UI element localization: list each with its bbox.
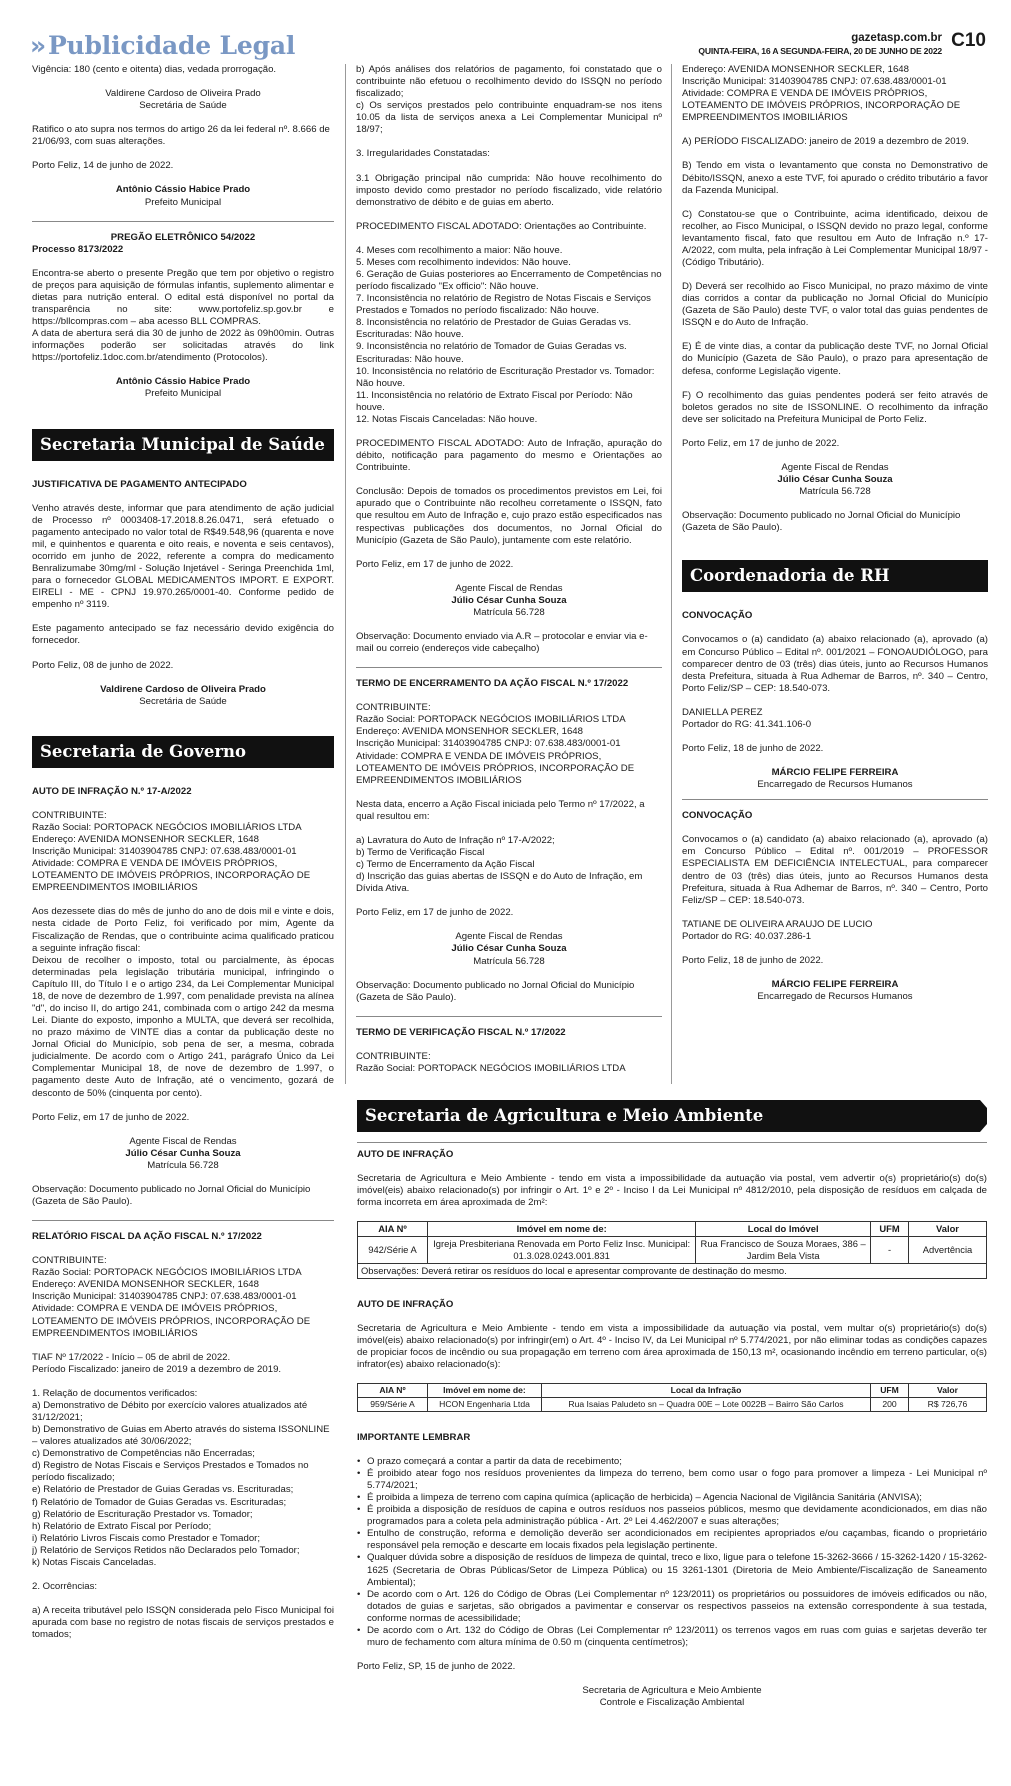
section-band-agricultura: Secretaria de Agricultura e Meio Ambiente <box>357 1100 980 1132</box>
list-item: i) Relatório Livros Fiscais como Prestador e Tomador; <box>32 1532 261 1544</box>
list-item: 9. Inconsistência no relatório de Tomador de Guias Geradas vs. Escrituradas: Não houve. <box>356 341 627 365</box>
termo-verificacao-title: TERMO DE VERIFICAÇÃO FISCAL N.º 17/2022 <box>356 1026 566 1038</box>
tvf-d: D) Deverá ser recolhido ao Fisco Municipal, no prazo máximo de vinte dias corridos a contar da publicação no Jornal Oficial do Município (Gazeta de São Paulo) deste TVF, o valor total das guias pendentes de ISSQN e do Auto de Infração. <box>682 281 988 329</box>
list-item: 12. Notas Fiscais Canceladas: Não houve. <box>356 413 538 425</box>
candidate-block: TATIANE DE OLIVEIRA ARAUJO DE LUCIO Portador do RG: 40.037.286-1 <box>682 918 873 942</box>
lembrar-list <box>357 1456 987 1649</box>
procedimento-text: PROCEDIMENTO FISCAL ADOTADO: Orientações ao Contribuinte. <box>356 220 647 232</box>
irregularidades-list <box>356 245 662 426</box>
lembrar-title: IMPORTANTE LEMBRAR <box>357 1431 471 1443</box>
signature: Agente Fiscal de Rendas Júlio César Cunha Souza Matrícula 56.728 <box>451 931 567 967</box>
list-item: b) Termo de Verificação Fiscal <box>356 846 485 858</box>
pregao-text: Encontra-se aberto o presente Pregão que tem por objetivo o registro de preços para aquisição de fórmulas infantis, suplemento alimentar e dietas para nutrição enteral. O edital está disponível no portal da transparência no site: www.portofeliz.sp.gov.br e https://bllcompras.com – aba acesso BLL COMPRAS. <box>32 267 334 328</box>
list-item: 8. Inconsistência no relatório de Prestador de Guias Geradas vs. Escrituradas: Não houve. <box>356 317 632 341</box>
double-chevron-icon: » <box>30 31 46 60</box>
list-item: g) Relatório de Escrituração Prestador vs. Tomador; <box>32 1508 253 1520</box>
signature: Valdirene Cardoso de Oliveira Prado Secretária de Saúde <box>105 88 261 112</box>
table-header-row: AIA Nº Imóvel em nome de: Local da Infração UFM Valor <box>358 1384 987 1398</box>
contribuinte-block: CONTRIBUINTE: Razão Social: PORTOPACK NEGÓCIOS IMOBILIÁRIOS LTDA Endereço: AVENIDA MONSENHOR SECKLER, 1648 Inscrição Municipal: 31403904785 CNPJ: 07.638.483/0001-01 Atividade: COMPRA E VENDA DE IMÓVEIS PRÓPRIOS, LOTEAMENTO DE IMÓVEIS PRÓPRIOS, INCORPORAÇÃO DE EMPREENDIMENTOS IMOBILIÁRIOS <box>32 809 311 894</box>
date-text: Porto Feliz, em 17 de junho de 2022. <box>32 1111 190 1123</box>
ratifico-text: Ratifico o ato supra nos termos do artigo 26 da lei federal nº. 8.666 de 21/06/93, com suas alterações. <box>32 124 330 148</box>
auto-infracao-title: AUTO DE INFRAÇÃO <box>357 1298 454 1310</box>
list-item: 5. Meses com recolhimento indevidos: Não houve. <box>356 256 571 268</box>
section-band-rh: Coordenadoria de RH <box>682 560 988 592</box>
list-item: e) Relatório de Prestador de Guias Geradas vs. Escrituradas; <box>32 1484 294 1496</box>
ocorrencias-a: a) A receita tributável pelo ISSQN considerada pelo Fisco Municipal foi apurada com base no registro de notas fiscais de serviços prestados e tomados; <box>32 1605 334 1641</box>
convocacao-title: CONVOCAÇÃO <box>682 810 753 822</box>
observacao-text: Observação: Documento enviado via A.R – protocolar e enviar via e-mail ou correio (endereços vide cabeçalho) <box>356 630 648 655</box>
signature: Secretaria de Agricultura e Meio Ambiente Controle e Fiscalização Ambiental <box>582 1685 762 1709</box>
table-row: 959/Série A HCON Engenharia Ltda Rua Isaias Paludeto sn – Quadra 00E – Lote 0022B – Bairro São Carlos 200 R$ 726,76 <box>358 1397 987 1411</box>
contribuinte-block: CONTRIBUINTE: Razão Social: PORTOPACK NEGÓCIOS IMOBILIÁRIOS LTDA <box>356 1050 626 1074</box>
termo-list <box>356 835 662 895</box>
auto-infracao-title: AUTO DE INFRAÇÃO <box>357 1149 454 1160</box>
list-item: h) Relatório de Extrato Fiscal por Período; <box>32 1520 212 1532</box>
termo-encerramento-title: TERMO DE ENCERRAMENTO DA AÇÃO FISCAL N.º 17/2022 <box>356 678 629 690</box>
list-item: • De acordo com o Art. 126 do Código de Obras (Lei Complementar nº 123/2011) os proprietários ou possuidores de imóveis edificados ou não, dotados de guias e sarjetas, são obrigados a pavimentar e conservar os respectivos passeios na extensão correspondente à sua testada, conforme normas de acessibilidade; <box>357 1589 987 1625</box>
list-item: 6. Geração de Guias posteriores ao Encerramento de Competências no período fiscalizado "Ex officio": Não houve. <box>356 269 662 293</box>
pregao-title: PREGÃO ELETRÔNICO 54/2022 <box>110 231 256 243</box>
list-item: 4. Meses com recolhimento a maior: Não houve. <box>356 244 563 256</box>
agricultura-section <box>357 1100 987 1721</box>
signature: Agente Fiscal de Rendas Júlio César Cunha Souza Matrícula 56.728 <box>777 461 893 498</box>
divider <box>32 221 334 222</box>
convocacao-title: CONVOCAÇÃO <box>682 610 753 622</box>
procedimento-text-2: PROCEDIMENTO FISCAL ADOTADO: Auto de Infração, apuração do débito, notificação para pagamento do mesmo e Orientações ao Contribuinte. <box>356 438 662 474</box>
irregularidade-31: 3.1 Obrigação principal não cumprida: Não houve recolhimento do imposto devido como prestador no período fiscalizado, vide relatório demonstrativo de débito e de guias em aberto. <box>356 172 662 208</box>
column-divider <box>671 64 672 1084</box>
pregao-process: Processo 8173/2022 <box>32 243 124 255</box>
date-text: Porto Feliz, em 17 de junho de 2022. <box>356 558 514 570</box>
list-item: • É proibida a limpeza de terreno com capina química (aplicação de herbicida) – Agencia Nacional de Vigilância Sanitária (ANVISA); <box>357 1492 987 1504</box>
ocorrencias-c: c) Os serviços prestados pelo contribuinte enquadram-se nos itens 10.05 da lista de serviços anexa a Lei Complementar Municipal nº 18/97; <box>356 100 662 136</box>
date-text: Porto Feliz, 08 de junho de 2022. <box>32 659 174 671</box>
pregao-text-2: A data de abertura será dia 30 de junho de 2022 às 09h00min. Outras informações poderão ser solicitadas através do link https://portofeliz.1doc.com.br/atendimento (Protocolos). <box>32 328 334 364</box>
date-text: Porto Feliz, 14 de junho de 2022. <box>32 160 174 172</box>
list-item: a) Demonstrativo de Débito por exercício valores atualizados até 31/12/2021; <box>32 1399 308 1424</box>
list-item: 7. Inconsistência no relatório de Registro de Notas Fiscais e Serviços Prestados e Tomados no período fiscalizado: Não houve. <box>356 293 651 317</box>
auto-title: AUTO DE INFRAÇÃO N.º 17-A/2022 <box>32 785 192 797</box>
date-text: Porto Feliz, em 17 de junho de 2022. <box>356 907 514 919</box>
list-item: c) Termo de Encerramento da Ação Fiscal <box>356 859 535 871</box>
list-item: • De acordo com o Art. 132 do Código de Obras (Lei Complementar nº 123/2011) os terrenos vagos em ruas com guias e sarjetas deverão ter muro de fechamento com altura mínima de 0.50 m (cinquenta centímetros); <box>357 1625 987 1649</box>
relatorio-title: RELATÓRIO FISCAL DA AÇÃO FISCAL N.º 17/2022 <box>32 1231 262 1243</box>
table-row: Observações: Deverá retirar os resíduos do local e apresentar comprovante de destinação do mesmo. <box>358 1263 987 1278</box>
column-divider <box>345 64 346 1084</box>
divider <box>357 1142 987 1143</box>
divider <box>682 799 988 800</box>
list-item: 10. Inconsistência no relatório de Escrituração Prestador vs. Tomador: Não houve. <box>356 365 655 389</box>
list-item: • É proibida a disposição de resíduos de capina e outros resíduos nos passeios públicos, mesmo que devidamente acondicionados, em dias não programados para a coleta pela administração pública - Art. 2º Lei 4.462/2007 e suas alterações; <box>357 1504 987 1528</box>
list-item: f) Relatório de Tomador de Guias Geradas vs. Escrituradas; <box>32 1496 287 1508</box>
ocorrencias-label: 2. Ocorrências: <box>32 1581 98 1593</box>
section-band-saude: Secretaria Municipal de Saúde <box>32 429 334 461</box>
auto-infracao-text-2: Secretaria de Agricultura e Meio Ambiente - tendo em vista a impossibilidade da autuação via postal, vem multar o(s) proprietário(s) do(s) imóvel(eis) abaixo relacionado(s) por infringir(em) o Art. 4º - Inciso IV, da Lei Municipal nº 5.774/2021, por não eliminar todas as condições capazes de propiciar focos de incêndio ou sua propagação em terreno com área aproximada de 150,13 m², ocasionando incêndio em terreno particular, o(s) infrator(es) abaixo relacionado(s): <box>357 1322 987 1370</box>
column-1 <box>32 64 334 1653</box>
list-item: • Qualquer dúvida sobre a disposição de resíduos de limpeza de quintal, treco e lixo, ligue para o telefone 15-3262-3666 / 15-3262-1420 / 15-3262-1625 (Secretaria de Obras Públicas/Setor de Limpeza Pública) ou 15 3261-1301 (Diretoria de Meio Ambiente/Fiscalização de Saneamento Ambiental); <box>357 1552 987 1588</box>
tvf-c: C) Constatou-se que o Contribuinte, acima identificado, deixou de recolher, ao Fisco Municipal, o ISSQN devido no prazo legal, conforme levantamento fiscal, fato que resultou em Auto de Infração n.º 17-A/2022, com multa, pela infração à Lei Complementar Municipal 18/97 - (Código Tributário). <box>682 208 988 269</box>
list-item: • O prazo começará a contar a partir da data de recebimento; <box>357 1456 987 1468</box>
signature: Agente Fiscal de Rendas Júlio César Cunha Souza Matrícula 56.728 <box>125 1135 241 1171</box>
tvf-f: F) O recolhimento das guias pendentes poderá ser feito através de boletos gerados no site de ISSONLINE. O recolhimento da infração deve ser solicitado na Prefeitura Municipal de Porto Feliz. <box>682 389 988 425</box>
infracao-table-1 <box>357 1221 987 1278</box>
section-title: »Publicidade Legal <box>30 31 296 60</box>
table-row: 942/Série A Igreja Presbiteriana Renovada em Porto Feliz Insc. Municipal: 01.3.028.0243.001.831 Rua Francisco de Souza Moraes, 386 – Jardim Bela Vista - Advertência <box>358 1237 987 1264</box>
list-item: • É proibido atear fogo nos resíduos provenientes da limpeza do terreno, bem como usar o fogo para promover a limpeza - Lei Municipal nº 5.774/2021; <box>357 1468 987 1492</box>
list-item: b) Demonstrativo de Guias em Aberto através do sistema ISSONLINE – valores atualizados até 30/06/2022; <box>32 1424 330 1448</box>
signature: Antônio Cássio Habice Prado Prefeito Municipal <box>115 376 251 400</box>
divider <box>356 1016 662 1017</box>
section-band-governo: Secretaria de Governo <box>32 736 334 768</box>
list-item: 1. Relação de documentos verificados: <box>32 1387 198 1399</box>
termo-text: Nesta data, encerro a Ação Fiscal iniciada pelo Termo nº 17/2022, a qual resultou em: <box>356 798 645 822</box>
contribuinte-block: Endereço: AVENIDA MONSENHOR SECKLER, 1648 Inscrição Municipal: 31403904785 CNPJ: 07.638.483/0001-01 Atividade: COMPRA E VENDA DE IMÓVEIS PRÓPRIOS, LOTEAMENTO DE IMÓVEIS PRÓPRIOS, INCORPORAÇÃO DE EMPREENDIMENTOS IMOBILIÁRIOS <box>682 64 961 124</box>
convocacao-text: Convocamos o (a) candidato (a) abaixo relacionado (a), aprovado (a) em Concurso Público – Edital nº. 001/2021 – FONOAUDIÓLOGO, para comparecer dentro de 03 (três) dias úteis, junto ao Recursos Humanos desta Prefeitura, situada à Rua Adhemar de Barros, nº. 340 – Centro, Porto Feliz/SP – CEP: 18.540-073. <box>682 634 988 694</box>
convocacao-text-2: Convocamos o (a) candidato (a) abaixo relacionado (a), aprovado (a) em Concurso Público – Edital nº. 001/2019 – PROFESSOR ESPECIALISTA EM DEFICIÊNCIA INTELECTUAL, para comparecer dentro de 03 (três) dias úteis, junto ao Recursos Humanos desta Prefeitura, situada à Rua Adhemar de Barros, nº. 340 – Centro, Porto Feliz/SP – CEP: 18.540-073. <box>682 834 988 906</box>
tvf-e: E) É de vinte dias, a contar da publicação deste TVF, no Jornal Oficial do Município (Gazeta de São Paulo), o prazo para apresentação de defesa, conforme Legislação vigente. <box>682 341 988 377</box>
list-item: k) Notas Fiscais Canceladas. <box>32 1556 157 1568</box>
candidate-block: DANIELLA PEREZ Portador do RG: 41.341.106-0 <box>682 706 812 730</box>
observacao-text: Observação: Documento publicado no Jornal Oficial do Município (Gazeta de São Paulo). <box>32 1183 311 1207</box>
signature: MÁRCIO FELIPE FERREIRA Encarregado de Recursos Humanos <box>757 978 913 1003</box>
observacao-text: Observação: Documento publicado no Jornal Oficial do Município (Gazeta de São Paulo). <box>356 979 635 1003</box>
signature: Antônio Cássio Habice Prado Prefeito Municipal <box>115 184 251 208</box>
list-item: • Entulho de construção, reforma e demolição deverão ser acondicionados em recipientes apropriados e/ou caçambas, ficando o proprietário responsável pela remoção e descarte em locais fixados pela legislação pertinente. <box>357 1528 987 1552</box>
list-item: d) Registro de Notas Fiscais e Serviços Prestados e Tomados no período fiscalizado; <box>32 1460 309 1484</box>
table-header-row: AIA Nº Imóvel em nome de: Local do Imóvel UFM Valor <box>358 1222 987 1237</box>
auto-text-2: Deixou de recolher o imposto, total ou parcialmente, às épocas determinadas pela legislação tributária municipal, infringindo o Capítulo III, do Título I e o artigo 234, da Lei Complementar Municipal 18, de nove de dezembro de 1.997, com penalidade prevista na alínea "d", do inciso II, do artigo 241, combinada com o artigo 242 da mesma Lei. Diante do exposto, imponho a MULTA, que deverá ser recolhida, no prazo máximo de VINTE dias a contar da publicação deste no Jornal Oficial do Município, sob pena de ser, a mesma, cobrada judicialmente. De acordo com o Artigo 241, parágrafo Único da Lei Complementar Municipal 18, de nove de dezembro de 1.997, o pagamento deste Auto de Infração, até o vencimento, gozará de desconto de 50% (cinquenta por cento). <box>32 954 334 1099</box>
tiaf-block: TIAF Nº 17/2022 - Início – 05 de abril de 2022. Período Fiscalizado: janeiro de 2019 a dezembro de 2019. <box>32 1351 282 1375</box>
site-url: gazetasp.com.br <box>851 32 942 44</box>
justificativa-text-2: Este pagamento antecipado se faz necessário devido exigência do fornecedor. <box>32 623 334 647</box>
date-line: QUINTA-FEIRA, 16 A SEGUNDA-FEIRA, 20 DE JUNHO DE 2022 <box>698 46 942 56</box>
date-text: Porto Feliz, 18 de junho de 2022. <box>682 954 824 966</box>
column-3 <box>682 64 988 1015</box>
relatorio-list <box>32 1388 334 1569</box>
infracao-table-2 <box>357 1383 987 1412</box>
list-item: 11. Inconsistência no relatório de Extrato Fiscal por Período: Não houve. <box>356 389 633 413</box>
irregularidades-label: 3. Irregularidades Constatadas: <box>356 148 490 160</box>
justificativa-title: JUSTIFICATIVA DE PAGAMENTO ANTECIPADO <box>32 478 247 490</box>
date-text: Porto Feliz, SP, 15 de junho de 2022. <box>357 1661 516 1673</box>
column-2 <box>356 64 662 1075</box>
observacao-text: Observação: Documento publicado no Jornal Oficial do Município (Gazeta de São Paulo). <box>682 510 961 534</box>
tvf-a: A) PERÍODO FISCALIZADO: janeiro de 2019 a dezembro de 2019. <box>682 136 969 148</box>
page-header <box>30 24 986 64</box>
date-text: Porto Feliz, em 17 de junho de 2022. <box>682 437 840 449</box>
auto-infracao-text: Secretaria de Agricultura e Meio Ambiente - tendo em vista a impossibilidade da autuação via postal, vem advertir o(s) proprietário(s) do(s) imóvel(eis) abaixo relacionado(s) por infringir o Art. 1º e 2º - Inciso I da Lei Municipal nº 4812/2010, pela disposição de resíduos em calçada de forma incorreta em área aproximada de 2m²: <box>357 1173 987 1209</box>
vigencia-text: Vigência: 180 (cento e oitenta) dias, vedada prorrogação. <box>32 64 277 75</box>
divider <box>32 1220 334 1221</box>
list-item: j) Relatório de Serviços Retidos não Declarados pelo Tomador; <box>32 1544 300 1556</box>
date-text: Porto Feliz, 18 de junho de 2022. <box>682 742 824 754</box>
page-number: C10 <box>951 30 986 51</box>
signature: Valdirene Cardoso de Oliveira Prado Secretária de Saúde <box>100 683 266 707</box>
contribuinte-block: CONTRIBUINTE: Razão Social: PORTOPACK NEGÓCIOS IMOBILIÁRIOS LTDA Endereço: AVENIDA MONSENHOR SECKLER, 1648 Inscrição Municipal: 31403904785 CNPJ: 07.638.483/0001-01 Atividade: COMPRA E VENDA DE IMÓVEIS PRÓPRIOS, LOTEAMENTO DE IMÓVEIS PRÓPRIOS, INCORPORAÇÃO DE EMPREENDIMENTOS IMOBILIÁRIOS <box>356 702 635 786</box>
divider <box>356 667 662 668</box>
justificativa-text: Venho através deste, informar que para atendimento de ação judicial de Processo nº 0003408-17.2018.8.26.0471, será efetuado o pagamento antecipado no valor total de R$49.548,96 (quarenta e nove mil, e quinhentos e quarenta e oito reais, e noventa e seis centavos), ocorrido em junho de 2022, referente a compra do medicamento Benralizumabe 30mg/ml - Solução Injetável - Seringa Preenchida 1ml, para o fornecedor GLOBAL MEDICAMENTOS IMPORT. E EXPORT. EIRELI - ME - CPNJ 19.970.265/0001-40. Conforme pedido de empenho nº 3119. <box>32 502 334 611</box>
tvf-b: B) Tendo em vista o levantamento que consta no Demonstrativo de Débito/ISSQN, anexo a este TVF, foi apurado o crédito tributário a favor da Fazenda Municipal. <box>682 160 988 196</box>
conclusao-text: Conclusão: Depois de tomados os procedimentos previstos em Lei, foi apurado que o Contribuinte não recolheu corretamente o ISSQN, fato que resultou em Auto de Infração e, cujo prazo estão especificados nas respectivas publicações dos documentos, no Jornal Oficial do Município (Gazeta de São Paulo), juntamente com este relatório. <box>356 486 662 546</box>
auto-text: Aos dezessete dias do mês de junho do ano de dois mil e vinte e dois, nesta cidade de Porto Feliz, foi verificado por mim, Agente da Fiscalização de Rendas, que o contribuinte acima qualificado praticou a seguinte infração fiscal: <box>32 906 334 954</box>
ocorrencias-b: b) Após análises dos relatórios de pagamento, foi constatado que o contribuinte não efetuou o recolhimento devido do ISSQN no período fiscalizado; <box>356 64 662 100</box>
list-item: a) Lavratura do Auto de Infração nº 17-A/2022; <box>356 834 555 846</box>
contribuinte-block: CONTRIBUINTE: Razão Social: PORTOPACK NEGÓCIOS IMOBILIÁRIOS LTDA Endereço: AVENIDA MONSENHOR SECKLER, 1648 Inscrição Municipal: 31403904785 CNPJ: 07.638.483/0001-01 Atividade: COMPRA E VENDA DE IMÓVEIS PRÓPRIOS, LOTEAMENTO DE IMÓVEIS PRÓPRIOS, INCORPORAÇÃO DE EMPREENDIMENTOS IMOBILIÁRIOS <box>32 1255 311 1339</box>
signature: Agente Fiscal de Rendas Júlio César Cunha Souza Matrícula 56.728 <box>451 582 567 618</box>
list-item: d) Inscrição das guias abertas de ISSQN e do Auto de Infração, em Dívida Ativa. <box>356 871 643 895</box>
list-item: c) Demonstrativo de Competências não Encerradas; <box>32 1448 255 1460</box>
signature: MÁRCIO FELIPE FERREIRA Encarregado de Recursos Humanos <box>757 767 913 791</box>
